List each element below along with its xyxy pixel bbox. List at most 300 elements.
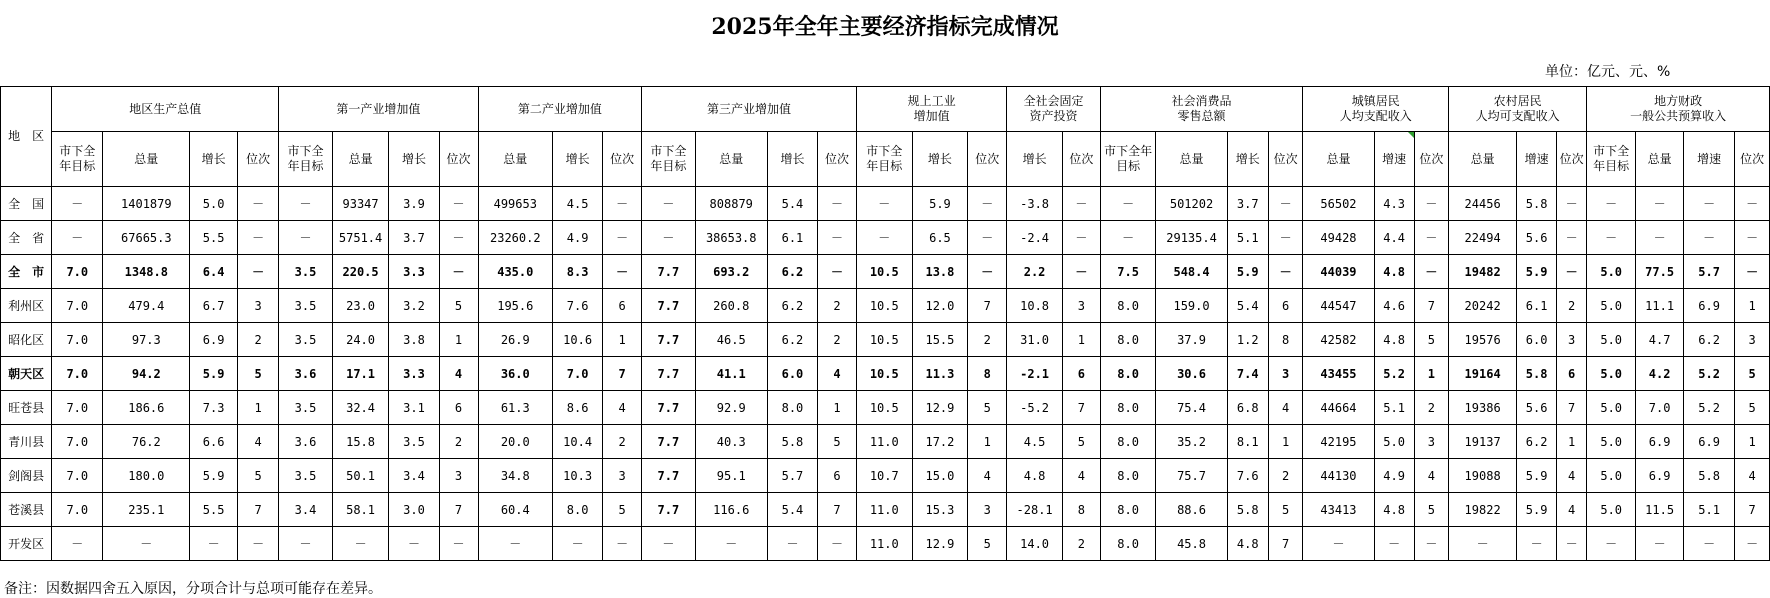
data-cell: 7.0	[52, 493, 103, 527]
subheader-target: 市下全年 目标	[1100, 132, 1156, 187]
data-cell: 44664	[1303, 391, 1374, 425]
unit-label: 单位：亿元、元、%	[1545, 64, 1671, 80]
data-cell: -3.8	[1007, 187, 1063, 221]
header-fiscal-revenue: 地方财政 一般公共预算收入	[1587, 87, 1770, 132]
data-cell: －	[1557, 221, 1587, 255]
data-cell: 14.0	[1007, 527, 1063, 561]
data-cell: 7	[439, 493, 478, 527]
subheader-rate: 增速	[1517, 132, 1557, 187]
data-cell: 5.7	[767, 459, 817, 493]
data-cell: 93347	[332, 187, 389, 221]
data-cell: －	[52, 187, 103, 221]
data-cell: 15.3	[912, 493, 968, 527]
data-cell: 1	[1735, 289, 1770, 323]
data-cell: 3.5	[279, 391, 332, 425]
data-cell: －	[642, 527, 695, 561]
data-cell: 11.0	[856, 527, 912, 561]
data-cell: －	[1557, 527, 1587, 561]
data-cell: 6.1	[1517, 289, 1557, 323]
data-cell: 7.7	[642, 493, 695, 527]
data-cell: 7	[1414, 289, 1449, 323]
data-cell: －	[1414, 221, 1449, 255]
subheader-target: 市下全 年目标	[856, 132, 912, 187]
data-cell: －	[1268, 221, 1303, 255]
subheader-target: 市下全 年目标	[279, 132, 332, 187]
data-cell: －	[279, 527, 332, 561]
data-cell: 6.9	[190, 323, 238, 357]
data-cell: 5.8	[1517, 357, 1557, 391]
data-cell: －	[767, 527, 817, 561]
header-gdp: 地区生产总值	[52, 87, 279, 132]
data-cell: 5.0	[1587, 425, 1636, 459]
subheader-total: 总量	[1636, 132, 1684, 187]
data-cell: 1	[1268, 425, 1303, 459]
data-cell: 13.8	[912, 255, 968, 289]
data-cell: 1	[1062, 323, 1100, 357]
data-cell: 5751.4	[332, 221, 389, 255]
data-cell: 7.4	[1227, 357, 1268, 391]
subheader-rate	[1374, 132, 1414, 187]
data-cell: －	[1414, 187, 1449, 221]
data-cell: 5.6	[1517, 221, 1557, 255]
data-cell: 31.0	[1007, 323, 1063, 357]
data-cell: 6.4	[190, 255, 238, 289]
data-cell: 5.8	[1227, 493, 1268, 527]
data-cell: 7	[1557, 391, 1587, 425]
data-cell: 4.9	[1374, 459, 1414, 493]
data-cell: 3	[968, 493, 1007, 527]
data-cell: 8	[1062, 493, 1100, 527]
data-cell: 7.7	[642, 255, 695, 289]
subheader-rate: 增速	[1684, 132, 1735, 187]
data-cell: 4.8	[1374, 255, 1414, 289]
data-cell: 5.4	[767, 493, 817, 527]
data-cell: －	[817, 255, 856, 289]
data-cell: 1	[439, 323, 478, 357]
table-row	[1, 459, 1770, 493]
data-cell: －	[968, 187, 1007, 221]
data-cell: 435.0	[478, 255, 553, 289]
data-cell: 94.2	[103, 357, 190, 391]
subheader-target: 市下全 年目标	[642, 132, 695, 187]
data-cell: －	[1684, 527, 1735, 561]
data-cell: 548.4	[1156, 255, 1227, 289]
data-cell: 116.6	[695, 493, 767, 527]
data-cell: －	[1517, 527, 1557, 561]
data-cell: 479.4	[103, 289, 190, 323]
data-cell: 3.2	[389, 289, 439, 323]
data-cell: 5	[968, 527, 1007, 561]
data-cell: 3.4	[279, 493, 332, 527]
data-cell: 5.4	[1227, 289, 1268, 323]
table-row	[1, 391, 1770, 425]
data-cell: 7.7	[642, 323, 695, 357]
data-cell: 7.5	[1100, 255, 1156, 289]
table-row	[1, 357, 1770, 391]
data-cell: 7.0	[1636, 391, 1684, 425]
data-cell: －	[439, 221, 478, 255]
data-cell: -28.1	[1007, 493, 1063, 527]
subheader-rank: 位次	[439, 132, 478, 187]
data-cell: 2	[817, 323, 856, 357]
subheader-rank: 位次	[1414, 132, 1449, 187]
subheader-growth: 增长	[767, 132, 817, 187]
subheader-rank: 位次	[1062, 132, 1100, 187]
region-cell: 朝天区	[1, 357, 52, 391]
indicator-table	[0, 86, 1770, 561]
data-cell: 23260.2	[478, 221, 553, 255]
header-secondary-industry: 第二产业增加值	[478, 87, 642, 132]
data-cell: 8.0	[767, 391, 817, 425]
subheader-growth: 增长	[1007, 132, 1063, 187]
data-cell: 4	[1557, 493, 1587, 527]
data-cell: 693.2	[695, 255, 767, 289]
comment-marker-icon	[1408, 132, 1414, 138]
data-cell: －	[968, 255, 1007, 289]
data-cell: 42195	[1303, 425, 1374, 459]
region-cell: 昭化区	[1, 323, 52, 357]
data-cell: －	[1587, 527, 1636, 561]
data-cell: 5	[439, 289, 478, 323]
data-cell: 6.2	[1684, 323, 1735, 357]
data-cell: 5.9	[912, 187, 968, 221]
data-cell: －	[190, 527, 238, 561]
region-cell: 苍溪县	[1, 493, 52, 527]
data-cell: 159.0	[1156, 289, 1227, 323]
data-cell: －	[1268, 187, 1303, 221]
data-cell: 8.0	[1100, 425, 1156, 459]
data-cell: 3	[1268, 357, 1303, 391]
data-cell: －	[968, 221, 1007, 255]
data-cell: 7.0	[553, 357, 603, 391]
data-cell: 8.6	[553, 391, 603, 425]
data-cell: -2.1	[1007, 357, 1063, 391]
data-cell: 3.1	[389, 391, 439, 425]
data-cell: 7.0	[52, 391, 103, 425]
header-region: 地 区	[1, 87, 52, 187]
header-row-sub	[1, 132, 1770, 187]
data-cell: 6.9	[1684, 289, 1735, 323]
data-cell: 20.0	[478, 425, 553, 459]
data-cell: －	[1735, 527, 1770, 561]
region-cell: 青川县	[1, 425, 52, 459]
data-cell: 2	[1062, 527, 1100, 561]
data-cell: 1	[968, 425, 1007, 459]
data-cell: 42582	[1303, 323, 1374, 357]
data-cell: 1	[603, 323, 642, 357]
table-body	[1, 187, 1770, 561]
data-cell: 76.2	[103, 425, 190, 459]
data-cell: 8.1	[1227, 425, 1268, 459]
data-cell: 4	[1735, 459, 1770, 493]
data-cell: 3.4	[389, 459, 439, 493]
data-cell: －	[238, 221, 279, 255]
data-cell: 5.0	[1587, 255, 1636, 289]
data-cell: 8.0	[1100, 323, 1156, 357]
data-cell: －	[238, 255, 279, 289]
data-cell: 4.8	[1374, 493, 1414, 527]
data-cell: 4	[603, 391, 642, 425]
header-fixed-investment: 全社会固定 资产投资	[1007, 87, 1101, 132]
data-cell: 1401879	[103, 187, 190, 221]
data-cell: 6	[1062, 357, 1100, 391]
data-cell: －	[553, 527, 603, 561]
subheader-rank: 位次	[968, 132, 1007, 187]
data-cell: 6.7	[190, 289, 238, 323]
subheader-total: 总量	[1156, 132, 1227, 187]
data-cell: 22494	[1449, 221, 1517, 255]
data-cell: 7.0	[52, 323, 103, 357]
data-cell: 3.5	[389, 425, 439, 459]
data-cell: 5.2	[1684, 357, 1735, 391]
header-industrial: 规上工业 增加值	[856, 87, 1006, 132]
data-cell: －	[279, 221, 332, 255]
data-cell: －	[1636, 221, 1684, 255]
data-cell: 7.6	[553, 289, 603, 323]
data-cell: 5	[1062, 425, 1100, 459]
data-cell: 5.0	[1587, 391, 1636, 425]
data-cell: 49428	[1303, 221, 1374, 255]
data-cell: 5	[238, 459, 279, 493]
data-cell: 15.0	[912, 459, 968, 493]
table-row	[1, 255, 1770, 289]
data-cell: 4	[968, 459, 1007, 493]
data-cell: 5.7	[1684, 255, 1735, 289]
data-cell: 6.9	[1636, 425, 1684, 459]
data-cell: 260.8	[695, 289, 767, 323]
data-cell: －	[642, 187, 695, 221]
data-cell: －	[439, 255, 478, 289]
data-cell: 56502	[1303, 187, 1374, 221]
data-cell: －	[1636, 527, 1684, 561]
data-cell: 6.2	[767, 255, 817, 289]
data-cell: 40.3	[695, 425, 767, 459]
data-cell: 4.8	[1227, 527, 1268, 561]
data-cell: 10.5	[856, 255, 912, 289]
data-cell: 5.9	[190, 459, 238, 493]
data-cell: －	[439, 187, 478, 221]
data-cell: 19386	[1449, 391, 1517, 425]
data-cell: 45.8	[1156, 527, 1227, 561]
data-cell: 8.0	[1100, 391, 1156, 425]
data-cell: 3.8	[389, 323, 439, 357]
data-cell: 3	[439, 459, 478, 493]
data-cell: 5	[1268, 493, 1303, 527]
subheader-rank: 位次	[1268, 132, 1303, 187]
data-cell: 10.8	[1007, 289, 1063, 323]
data-cell: 19164	[1449, 357, 1517, 391]
data-cell: 6.2	[767, 289, 817, 323]
data-cell: 3.3	[389, 255, 439, 289]
data-cell: 8.0	[553, 493, 603, 527]
data-cell: 5.1	[1227, 221, 1268, 255]
data-cell: 46.5	[695, 323, 767, 357]
data-cell: 7	[968, 289, 1007, 323]
data-cell: 3.3	[389, 357, 439, 391]
data-cell: －	[1303, 527, 1374, 561]
data-cell: －	[1449, 527, 1517, 561]
data-cell: 44547	[1303, 289, 1374, 323]
data-cell: 2	[1557, 289, 1587, 323]
data-cell: 3.0	[389, 493, 439, 527]
data-cell: －	[332, 527, 389, 561]
data-cell: 4.8	[1007, 459, 1063, 493]
data-cell: 8	[968, 357, 1007, 391]
data-cell: －	[603, 527, 642, 561]
data-cell: 5.9	[1517, 255, 1557, 289]
data-cell: 11.5	[1636, 493, 1684, 527]
data-cell: 8	[1268, 323, 1303, 357]
data-cell: 3.5	[279, 323, 332, 357]
data-cell: －	[1414, 527, 1449, 561]
data-cell: 5.5	[190, 221, 238, 255]
data-cell: 1	[1557, 425, 1587, 459]
data-cell: 4	[439, 357, 478, 391]
table-row	[1, 221, 1770, 255]
data-cell: 5	[603, 493, 642, 527]
data-cell: 4.5	[1007, 425, 1063, 459]
data-cell: 8.0	[1100, 459, 1156, 493]
data-cell: 6.9	[1684, 425, 1735, 459]
data-cell: 2	[1414, 391, 1449, 425]
data-cell: 4	[1557, 459, 1587, 493]
data-cell: 11.0	[856, 493, 912, 527]
data-cell: 5.0	[1587, 459, 1636, 493]
data-cell: 3	[1414, 425, 1449, 459]
data-cell: 5.0	[1587, 323, 1636, 357]
footnote: 备注：因数据四舍五入原因，分项合计与总项可能存在差异。	[4, 581, 382, 597]
subheader-growth: 增长	[912, 132, 968, 187]
data-cell: 24.0	[332, 323, 389, 357]
data-cell: 5.6	[1517, 391, 1557, 425]
data-cell: 10.4	[553, 425, 603, 459]
data-cell: －	[1414, 255, 1449, 289]
subheader-rank: 位次	[238, 132, 279, 187]
data-cell: 11.3	[912, 357, 968, 391]
data-cell: 1	[1735, 425, 1770, 459]
data-cell: －	[389, 527, 439, 561]
data-cell: 808879	[695, 187, 767, 221]
region-cell: 全 市	[1, 255, 52, 289]
data-cell: 11.1	[1636, 289, 1684, 323]
data-cell: －	[1735, 187, 1770, 221]
subheader-total: 总量	[1303, 132, 1374, 187]
table-row	[1, 527, 1770, 561]
data-cell: 7.7	[642, 391, 695, 425]
data-cell: 2	[439, 425, 478, 459]
data-cell: 5	[238, 357, 279, 391]
subheader-total: 总量	[695, 132, 767, 187]
data-cell: 1	[238, 391, 279, 425]
data-cell: 2	[817, 289, 856, 323]
data-cell: 1	[817, 391, 856, 425]
subheader-total: 总量	[478, 132, 553, 187]
data-cell: 3.7	[1227, 187, 1268, 221]
data-cell: 15.5	[912, 323, 968, 357]
data-cell: 3	[603, 459, 642, 493]
data-cell: 4.2	[1636, 357, 1684, 391]
data-cell: －	[478, 527, 553, 561]
table-row	[1, 289, 1770, 323]
report-title: 2025年全年主要经济指标完成情况	[711, 14, 1059, 40]
data-cell: 1.2	[1227, 323, 1268, 357]
data-cell: －	[1062, 255, 1100, 289]
data-cell: 10.3	[553, 459, 603, 493]
header-retail-sales: 社会消费品 零售总额	[1100, 87, 1303, 132]
data-cell: 3.5	[279, 255, 332, 289]
data-cell: 88.6	[1156, 493, 1227, 527]
data-cell: 6	[439, 391, 478, 425]
data-cell: 6.2	[1517, 425, 1557, 459]
data-cell: 58.1	[332, 493, 389, 527]
data-cell: 4.7	[1636, 323, 1684, 357]
data-cell: 3.7	[389, 221, 439, 255]
data-cell: －	[1735, 221, 1770, 255]
data-cell: －	[817, 187, 856, 221]
data-cell: 3	[238, 289, 279, 323]
data-cell: 5.9	[1517, 493, 1557, 527]
data-cell: －	[1100, 221, 1156, 255]
data-cell: －	[238, 187, 279, 221]
data-cell: 8.3	[553, 255, 603, 289]
data-cell: 2	[238, 323, 279, 357]
data-cell: 180.0	[103, 459, 190, 493]
data-cell: －	[603, 255, 642, 289]
data-cell: －	[103, 527, 190, 561]
data-cell: －	[603, 187, 642, 221]
data-cell: 6	[817, 459, 856, 493]
data-cell: 30.6	[1156, 357, 1227, 391]
data-cell: 5.1	[1684, 493, 1735, 527]
subheader-rank: 位次	[817, 132, 856, 187]
data-cell: －	[1587, 221, 1636, 255]
data-cell: －	[1062, 221, 1100, 255]
data-cell: 2	[603, 425, 642, 459]
data-cell: －	[603, 221, 642, 255]
data-cell: 6	[1557, 357, 1587, 391]
data-cell: 8.0	[1100, 289, 1156, 323]
data-cell: 186.6	[103, 391, 190, 425]
data-cell: 12.0	[912, 289, 968, 323]
data-cell: 5.2	[1684, 391, 1735, 425]
region-cell: 旺苍县	[1, 391, 52, 425]
data-cell: 43455	[1303, 357, 1374, 391]
data-cell: 4.8	[1374, 323, 1414, 357]
data-cell: 15.8	[332, 425, 389, 459]
data-cell: 7.6	[1227, 459, 1268, 493]
region-cell: 全 省	[1, 221, 52, 255]
data-cell: 6.9	[1636, 459, 1684, 493]
data-cell: 19576	[1449, 323, 1517, 357]
data-cell: 235.1	[103, 493, 190, 527]
data-cell: 4.9	[553, 221, 603, 255]
data-cell: －	[238, 527, 279, 561]
data-cell: 7.7	[642, 425, 695, 459]
data-cell: 10.5	[856, 391, 912, 425]
subheader-total: 总量	[1449, 132, 1517, 187]
data-cell: 2.2	[1007, 255, 1063, 289]
data-cell: 7.0	[52, 425, 103, 459]
data-cell: 4	[1268, 391, 1303, 425]
data-cell: 29135.4	[1156, 221, 1227, 255]
data-cell: 12.9	[912, 391, 968, 425]
data-cell: －	[817, 221, 856, 255]
data-cell: 7.0	[52, 357, 103, 391]
data-cell: 3	[1062, 289, 1100, 323]
data-cell: 5.8	[767, 425, 817, 459]
data-cell: 5	[1735, 391, 1770, 425]
data-cell: 4.5	[553, 187, 603, 221]
